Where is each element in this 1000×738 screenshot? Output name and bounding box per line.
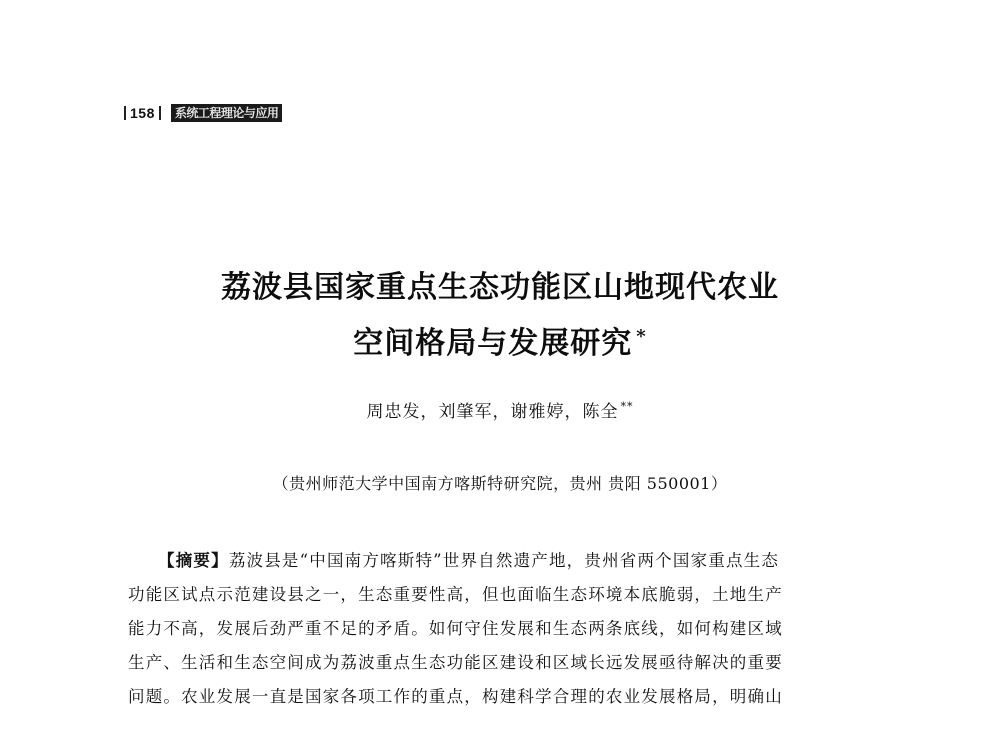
header-left-rule (124, 106, 126, 120)
paper-title-line-1-text: 荔波县国家重点生态功能区山地现代农业 (221, 270, 779, 305)
abstract-line-2: 功能区试点示范建设县之一，生态重要性高，但也面临生态环境本底脆弱，土地生产 (128, 585, 783, 604)
paper-title-line-2-text: 空间格局与发展研究 (353, 326, 633, 361)
title-footnote-mark: * (636, 326, 647, 347)
author-names: 周忠发，刘肇军，谢雅婷，陈全 (366, 402, 619, 422)
page-number: 158 (130, 105, 155, 121)
affiliation: （贵州师范大学中国南方喀斯特研究院，贵州 贵阳 550001） (272, 474, 728, 493)
paper-title-line-1 (0, 262, 1000, 306)
paper-title-line-2 (0, 318, 1000, 362)
author-footnote-mark: ** (620, 400, 634, 414)
abstract-text-1: 荔波县是“中国南方喀斯特”世界自然遗产地，贵州省两个国家重点生态 (228, 551, 780, 570)
abstract-line-1 (128, 548, 888, 582)
series-title: 系统工程理论与应用 (171, 104, 283, 122)
abstract-line-4: 生产、生活和生态空间成为荔波重点生态功能区建设和区域长远发展亟待解决的重要 (128, 653, 783, 672)
abstract-line-3: 能力不高，发展后劲严重不足的矛盾。如何守住发展和生态两条底线，如何构建区域 (128, 619, 783, 638)
abstract-line-5: 问题。农业发展一直是国家各项工作的重点，构建科学合理的农业发展格局，明确山 (128, 687, 783, 706)
abstract (128, 548, 888, 718)
abstract-label: 【摘要】 (158, 551, 229, 570)
running-header (120, 103, 282, 123)
header-right-rule (159, 106, 161, 120)
author-list (0, 397, 1000, 422)
